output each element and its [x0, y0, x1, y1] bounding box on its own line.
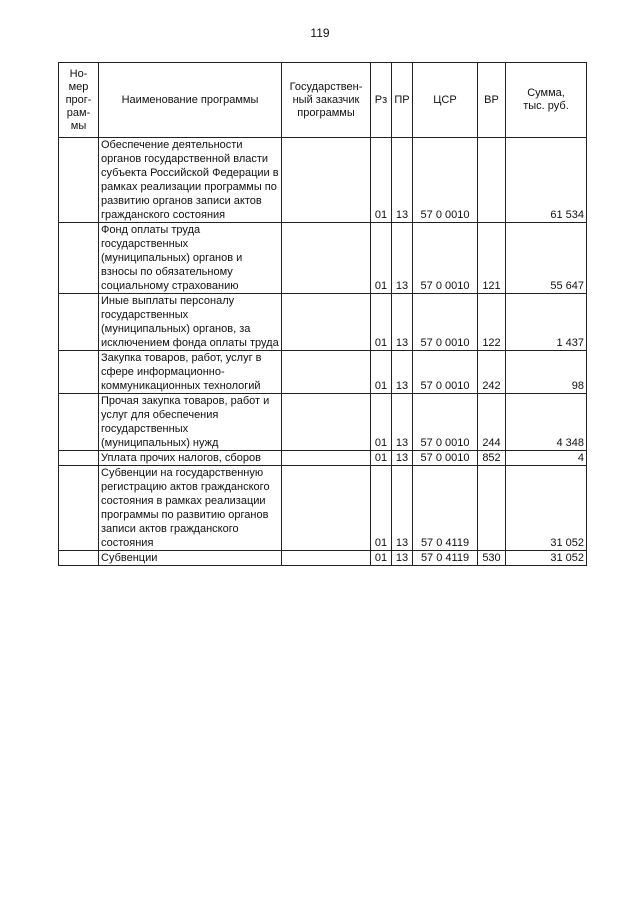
cell-name: Прочая закупка товаров, работ и услуг для обеспечения государственных (муниципальных) нужд — [99, 394, 282, 451]
cell-customer — [282, 223, 371, 294]
table-row — [59, 351, 587, 394]
cell-vr — [478, 466, 506, 551]
cell-csr: 57 0 4119 — [413, 466, 478, 551]
cell-rz: 01 — [371, 451, 392, 466]
cell-rz: 01 — [371, 294, 392, 351]
header-sum: Сумма, тыс. руб. — [506, 63, 587, 138]
table-row — [59, 466, 587, 551]
header-customer: Государствен- ный заказчик программы — [282, 63, 371, 138]
page-number: 119 — [310, 26, 330, 40]
cell-customer — [282, 551, 371, 566]
cell-name: Уплата прочих налогов, сборов — [99, 451, 282, 466]
header-rz: Рз — [371, 63, 392, 138]
cell-sum: 31 052 — [506, 551, 587, 566]
table-header-row — [59, 63, 587, 138]
table-row — [59, 394, 587, 451]
cell-name: Фонд оплаты труда государственных (муниципальных) органов и взносы по обязательному социальному страхованию — [99, 223, 282, 294]
cell-sum: 61 534 — [506, 138, 587, 223]
cell-pr: 13 — [392, 138, 413, 223]
table-row — [59, 294, 587, 351]
cell-number — [59, 466, 99, 551]
cell-pr: 13 — [392, 294, 413, 351]
cell-name: Иные выплаты персоналу государственных (муниципальных) органов, за исключением фонда оплаты труда — [99, 294, 282, 351]
cell-number — [59, 351, 99, 394]
cell-number — [59, 294, 99, 351]
table-row — [59, 223, 587, 294]
cell-vr: 244 — [478, 394, 506, 451]
cell-name: Субвенции на государственную регистрацию актов гражданского состояния в рамках реализации программы по развитию органов записи актов гражданского состояния — [99, 466, 282, 551]
cell-number — [59, 551, 99, 566]
cell-rz: 01 — [371, 394, 392, 451]
cell-name: Обеспечение деятельности органов государственной власти субъекта Российской Федерации в рамках реализации программы по развитию органов записи актов гражданского состояния — [99, 138, 282, 223]
cell-sum: 55 647 — [506, 223, 587, 294]
cell-csr: 57 0 0010 — [413, 394, 478, 451]
cell-vr: 121 — [478, 223, 506, 294]
header-csr: ЦСР — [413, 63, 478, 138]
cell-vr: 122 — [478, 294, 506, 351]
cell-rz: 01 — [371, 466, 392, 551]
cell-customer — [282, 294, 371, 351]
table-row — [59, 551, 587, 566]
cell-vr — [478, 138, 506, 223]
cell-csr: 57 0 0010 — [413, 351, 478, 394]
cell-customer — [282, 451, 371, 466]
header-program-number: Но- мер прог- рам- мы — [59, 63, 99, 138]
cell-csr: 57 0 0010 — [413, 223, 478, 294]
cell-rz: 01 — [371, 223, 392, 294]
cell-name: Закупка товаров, работ, услуг в сфере информационно-коммуникационных технологий — [99, 351, 282, 394]
cell-customer — [282, 351, 371, 394]
cell-rz: 01 — [371, 551, 392, 566]
cell-sum: 4 348 — [506, 394, 587, 451]
cell-pr: 13 — [392, 451, 413, 466]
cell-rz: 01 — [371, 351, 392, 394]
cell-vr: 852 — [478, 451, 506, 466]
cell-number — [59, 138, 99, 223]
cell-csr: 57 0 0010 — [413, 451, 478, 466]
budget-table — [58, 62, 587, 566]
cell-rz: 01 — [371, 138, 392, 223]
header-vr: ВР — [478, 63, 506, 138]
cell-number — [59, 394, 99, 451]
cell-vr: 242 — [478, 351, 506, 394]
header-pr: ПР — [392, 63, 413, 138]
cell-number — [59, 451, 99, 466]
cell-sum: 4 — [506, 451, 587, 466]
cell-sum: 1 437 — [506, 294, 587, 351]
cell-csr: 57 0 0010 — [413, 294, 478, 351]
cell-sum: 98 — [506, 351, 587, 394]
cell-csr: 57 0 0010 — [413, 138, 478, 223]
cell-pr: 13 — [392, 551, 413, 566]
cell-number — [59, 223, 99, 294]
cell-csr: 57 0 4119 — [413, 551, 478, 566]
cell-pr: 13 — [392, 351, 413, 394]
cell-pr: 13 — [392, 223, 413, 294]
cell-vr: 530 — [478, 551, 506, 566]
cell-customer — [282, 466, 371, 551]
header-program-name: Наименование программы — [99, 63, 282, 138]
cell-sum: 31 052 — [506, 466, 587, 551]
table-row — [59, 451, 587, 466]
cell-customer — [282, 394, 371, 451]
cell-customer — [282, 138, 371, 223]
table-row — [59, 138, 587, 223]
cell-name: Субвенции — [99, 551, 282, 566]
cell-pr: 13 — [392, 394, 413, 451]
cell-pr: 13 — [392, 466, 413, 551]
